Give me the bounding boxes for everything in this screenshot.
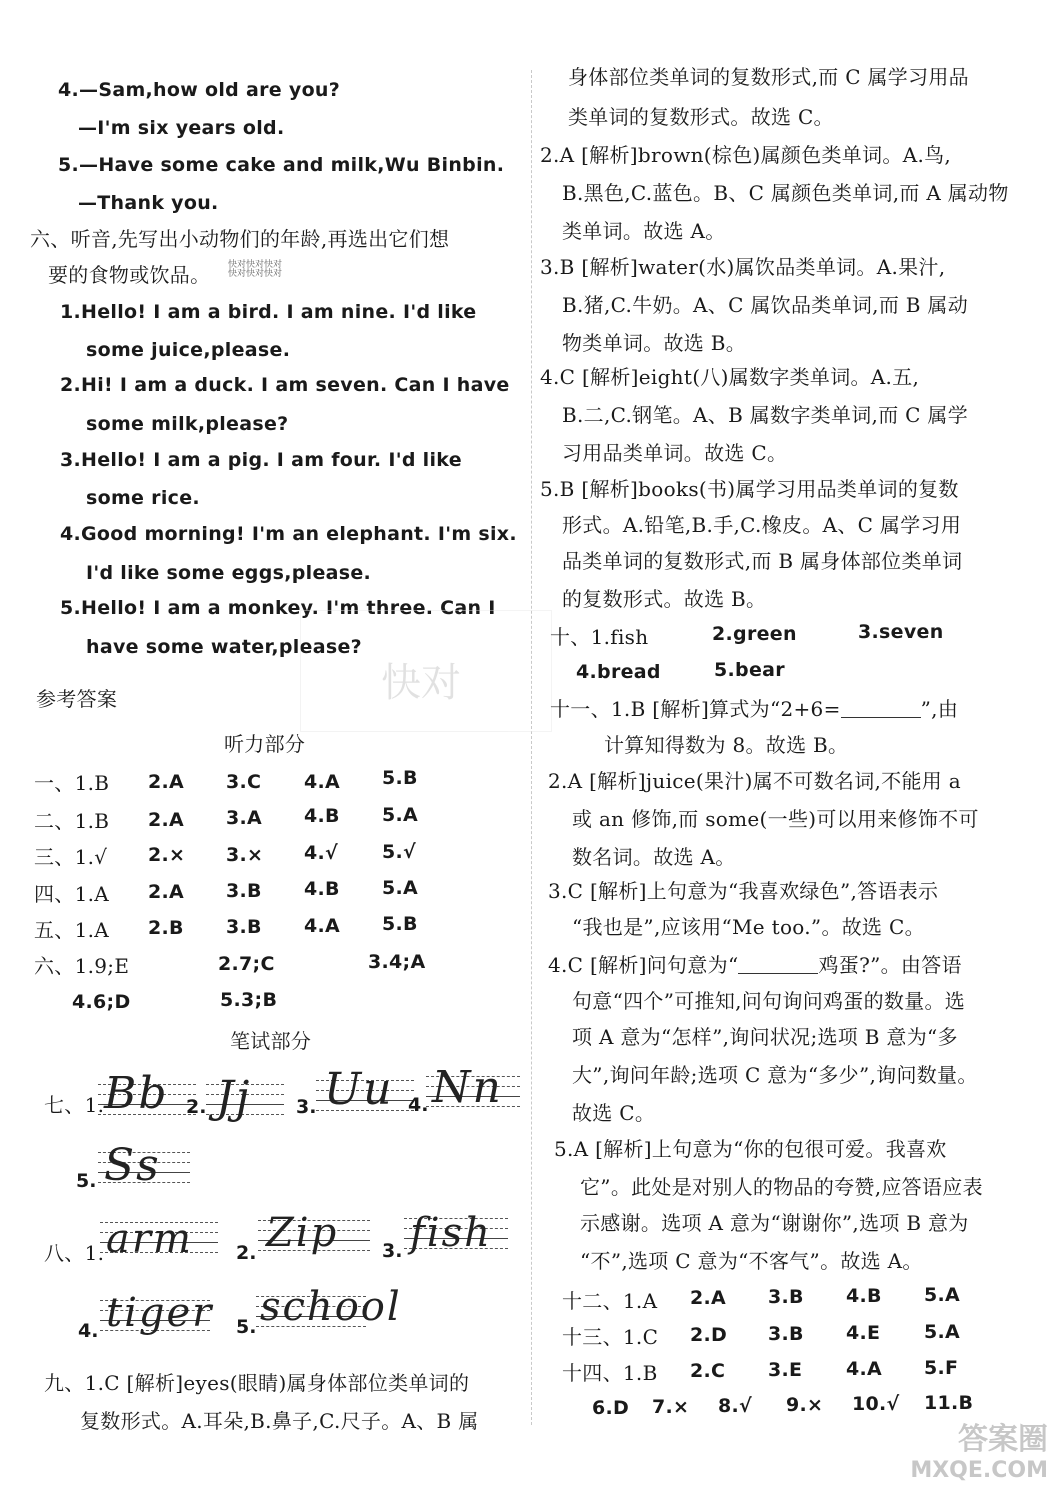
s9-item-5-end: 的复数形式。故选 B。 [562, 587, 767, 611]
s11-5-cont2: 示感谢。选项 A 意为“谢谢你”,选项 B 意为 [580, 1211, 969, 1235]
dialog-4-question: 4.—Sam,how old are you? [58, 79, 341, 101]
row-3-c2: 2.× [148, 844, 186, 866]
s12-b: 2.A [690, 1287, 727, 1309]
s11-2: 2.A [解析]juice(果汁)属不可数名词,不能用 a [548, 769, 961, 793]
s11-5-end: “不”,选项 C 意为“不客气”。故选 A。 [580, 1249, 923, 1273]
s10-e: 5.bear [714, 659, 785, 681]
s7-num-2: 2. [186, 1096, 207, 1118]
s9-item-3-cont: B.猪,C.牛奶。A、C 属饮品类单词,而 B 属动 [562, 293, 969, 317]
row-4-label: 四、1.A [34, 882, 110, 906]
row-6-d: 4.6;D [72, 991, 131, 1013]
blank-line-2 [738, 957, 818, 974]
s13-d: 4.E [846, 1322, 881, 1344]
r-line-1: 身体部位类单词的复数形式,而 C 属学习用品 [568, 65, 969, 89]
s11-1-cont: 计算知得数为 8。故选 B。 [604, 733, 849, 757]
s6-item-3: 3.Hello! I am a pig. I am four. I'd like [60, 449, 462, 471]
row-5-label: 五、1.A [34, 918, 110, 942]
listening-title: 听力部分 [224, 732, 306, 756]
s6-item-3-cont: some rice. [86, 487, 200, 509]
s10-d: 4.bread [576, 661, 661, 683]
s14-a: 十四、1.B [562, 1361, 658, 1385]
s7-letters-5: Ss [104, 1140, 161, 1191]
s6-item-4: 4.Good morning! I'm an elephant. I'm six. [60, 523, 517, 545]
s11-1-b: ”,由 [920, 697, 959, 721]
row-1-label: 一、1.B [34, 771, 110, 795]
s11-4-cont2: 项 A 意为“怎样”,询问状况;选项 B 意为“多 [572, 1025, 958, 1049]
row-1-c4: 4.A [304, 771, 341, 793]
s9-item-5-cont: 形式。A.铅笔,B.手,C.橡皮。A、C 属学习用 [562, 513, 962, 537]
s11-4-cont3: 大”,询问年龄;选项 C 意为“多少”,询问数量。 [572, 1063, 978, 1087]
s10-a: 十、1.fish [550, 625, 649, 649]
s8-word-4: tiger [106, 1290, 214, 1336]
row-2-c4: 4.B [304, 805, 340, 827]
s9-line-2: 复数形式。A.耳朵,B.鼻子,C.尺子。A、B 属 [80, 1409, 479, 1433]
s8-num-5: 5. [236, 1316, 257, 1338]
s11-4 [548, 954, 962, 976]
dialog-5-answer: —Thank you. [78, 192, 219, 214]
s9-item-5-cont2: 品类单词的复数形式,而 B 属身体部位类单词 [562, 549, 963, 573]
s6-item-5: 5.Hello! I am a monkey. I'm three. Can I [60, 597, 496, 619]
stamp-url: MXQE.COM [910, 1458, 1048, 1483]
s10-b: 2.green [712, 623, 797, 645]
s14-e: 5.F [924, 1357, 959, 1379]
s11-1 [550, 698, 958, 720]
row-1-c5: 5.B [382, 767, 418, 789]
corner-stamp [910, 1414, 1048, 1483]
s14-d: 4.A [846, 1358, 883, 1380]
s10-c: 3.seven [858, 621, 944, 643]
s8-word-5: school [260, 1284, 402, 1330]
row-5-c5: 5.B [382, 913, 418, 935]
s14-b: 2.C [690, 1360, 726, 1382]
s11-5-cont: 它”。此处是对别人的物品的夸赞,应答语应表 [580, 1175, 983, 1199]
s8-num-2: 2. [236, 1242, 257, 1264]
s14-c: 3.E [768, 1359, 803, 1381]
s6-item-2-cont: some milk,please? [86, 413, 289, 435]
row-3-c4: 4.√ [304, 842, 339, 864]
s9-item-4: 4.C [解析]eight(八)属数字类单词。A.五, [540, 365, 920, 389]
s11-5: 5.A [解析]上句意为“你的包很可爱。我喜欢 [554, 1137, 947, 1161]
s8-num-4: 4. [78, 1320, 99, 1342]
row-1-c2: 2.A [148, 771, 185, 793]
s7-letters-2: Jj [216, 1072, 252, 1123]
s8-word-1: arm [106, 1216, 193, 1262]
s14-10: 10.√ [852, 1393, 900, 1415]
s11-4-cont: 句意“四个”可推知,问句询问鸡蛋的数量。选 [572, 989, 966, 1013]
row-5-c3: 3.B [226, 916, 262, 938]
s11-2-cont: 或 an 修饰,而 some(一些)可以用来修饰不可 [572, 807, 979, 831]
s7-num-5: 5. [76, 1170, 97, 1192]
s8-word-2: Zip [266, 1210, 339, 1256]
s12-d: 4.B [846, 1285, 882, 1307]
s8-word-3: fish [410, 1210, 492, 1256]
row-2-label: 二、1.B [34, 809, 110, 833]
s14-8: 8.√ [718, 1395, 753, 1417]
row-2-c5: 5.A [382, 804, 419, 826]
row-6-e: 5.3;B [220, 989, 278, 1011]
small-watermark: 快对快对快对 快对快对快对 [228, 260, 283, 280]
answers-title: 参考答案 [36, 687, 118, 711]
s11-3-cont: “我也是”,应该用“Me too.”。故选 C。 [572, 915, 925, 939]
s7-letters-1: Bb [104, 1068, 169, 1119]
s9-item-5: 5.B [解析]books(书)属学习用品类单词的复数 [540, 477, 959, 501]
s11-3: 3.C [解析]上句意为“我喜欢绿色”,答语表示 [548, 879, 939, 903]
s7-letters-3: Uu [324, 1064, 394, 1115]
s8-label: 八、1. [44, 1241, 105, 1265]
section-6-title: 六、听音,先写出小动物们的年龄,再选出它们想 [30, 227, 450, 251]
r-line-2: 类单词的复数形式。故选 C。 [568, 105, 834, 129]
s9-item-2: 2.A [解析]brown(棕色)属颜色类单词。A.鸟, [540, 143, 952, 167]
row-2-c2: 2.A [148, 809, 185, 831]
row-5-c4: 4.A [304, 915, 341, 937]
s14-9: 9.× [786, 1394, 824, 1416]
row-6-a: 六、1.9;E [34, 954, 130, 978]
s13-b: 2.D [690, 1324, 728, 1346]
center-watermark [300, 610, 552, 732]
s9-item-3: 3.B [解析]water(水)属饮品类单词。A.果汁, [540, 255, 946, 279]
row-2-c3: 3.A [226, 807, 263, 829]
s7-label: 七、1. [44, 1093, 105, 1117]
s6-item-4-cont: I'd like some eggs,please. [86, 562, 372, 584]
row-4-c3: 3.B [226, 880, 262, 902]
row-4-c5: 5.A [382, 877, 419, 899]
row-6-c: 3.4;A [368, 951, 426, 973]
s14-7: 7.× [652, 1396, 690, 1418]
s9-item-4-end: 习用品类单词。故选 C。 [562, 441, 788, 465]
s9-item-2-end: 类单词。故选 A。 [562, 219, 726, 243]
s13-a: 十三、1.C [562, 1325, 659, 1349]
row-4-c4: 4.B [304, 878, 340, 900]
s14-6: 6.D [592, 1397, 630, 1419]
s13-e: 5.A [924, 1321, 961, 1343]
column-divider [531, 70, 532, 1425]
s7-letters-4: Nn [432, 1062, 503, 1113]
s11-4-b: 鸡蛋?”。由答语 [818, 953, 962, 977]
s7-num-3: 3. [296, 1096, 317, 1118]
s6-item-2: 2.Hi! I am a duck. I am seven. Can I have [60, 374, 510, 396]
s7-num-4: 4. [408, 1094, 429, 1116]
writing-title: 笔试部分 [230, 1029, 312, 1053]
s9-item-3-end: 物类单词。故选 B。 [562, 331, 747, 355]
s11-4-end: 故选 C。 [572, 1101, 656, 1125]
s12-e: 5.A [924, 1284, 961, 1306]
section-6-title-cont: 要的食物或饮品。 [48, 263, 211, 287]
s14-11: 11.B [924, 1392, 974, 1414]
row-3-label: 三、1.√ [34, 845, 108, 869]
s12-a: 十二、1.A [562, 1289, 658, 1313]
row-4-c2: 2.A [148, 881, 185, 903]
row-1-c3: 3.C [226, 771, 262, 793]
dialog-5-question: 5.—Have some cake and milk,Wu Binbin. [58, 154, 505, 176]
s6-item-1: 1.Hello! I am a bird. I am nine. I'd like [60, 301, 477, 323]
s11-2-end: 数名词。故选 A。 [572, 845, 736, 869]
s9-line-1: 九、1.C [解析]eyes(眼睛)属身体部位类单词的 [44, 1371, 470, 1395]
s11-1-a: 十一、1.B [解析]算式为“2+6= [550, 697, 841, 721]
s11-4-a: 4.C [解析]问句意为“ [548, 953, 739, 977]
s13-c: 3.B [768, 1323, 804, 1345]
s6-item-5-cont: have some water,please? [86, 636, 362, 658]
row-3-c3: 3.× [226, 844, 264, 866]
s8-num-3: 3. [382, 1240, 403, 1262]
blank-line [841, 701, 921, 718]
s12-c: 3.B [768, 1286, 804, 1308]
s9-item-4-cont: B.二,C.钢笔。A、B 属数字类单词,而 C 属学 [562, 403, 969, 427]
row-5-c2: 2.B [148, 917, 184, 939]
stamp-title: 答案圈 [958, 1422, 1048, 1457]
watermark-text: 快对 [381, 660, 461, 706]
s6-item-1-cont: some juice,please. [86, 339, 291, 361]
s9-item-2-cont: B.黑色,C.蓝色。B、C 属颜色类单词,而 A 属动物 [562, 181, 1009, 205]
row-3-c5: 5.√ [382, 841, 417, 863]
dialog-4-answer: —I'm six years old. [78, 117, 285, 139]
row-6-b: 2.7;C [218, 953, 275, 975]
